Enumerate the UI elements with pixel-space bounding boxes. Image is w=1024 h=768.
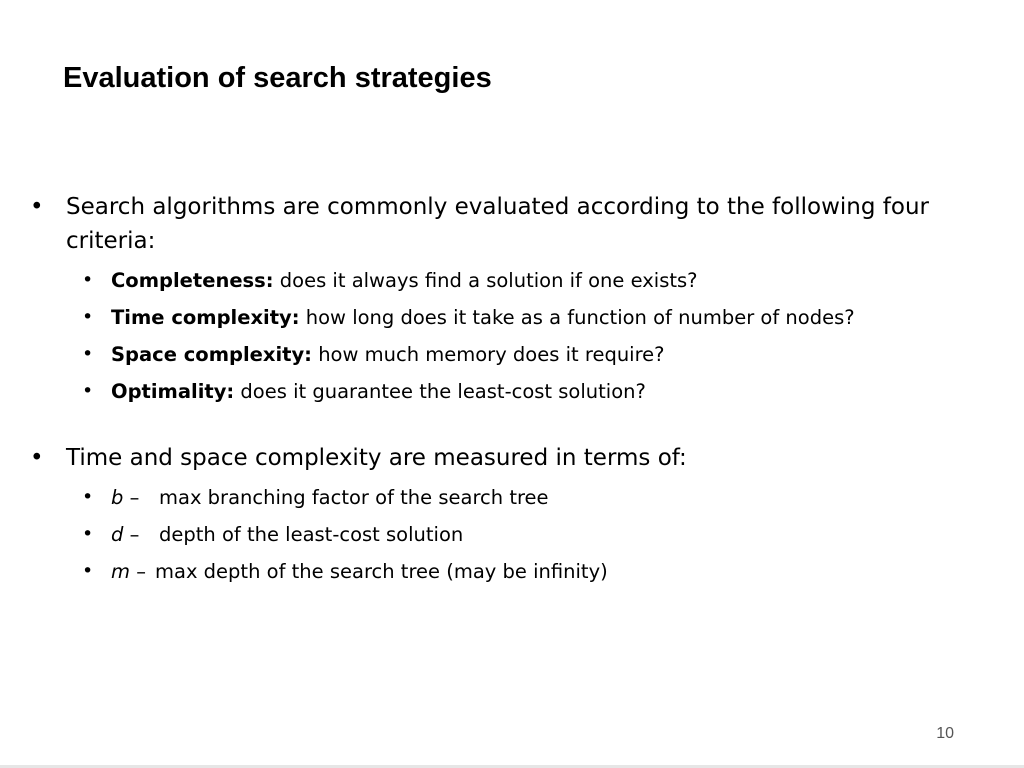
- bullet-icon: •: [30, 445, 44, 471]
- variable-symbol: d: [111, 523, 124, 546]
- criterion-term: Time complexity:: [111, 306, 300, 329]
- criterion-term: Optimality:: [111, 380, 235, 403]
- bullet-text: Search algorithms are commonly evaluated according to the following four criteria:: [66, 194, 929, 254]
- bullet-complexity-terms: [30, 441, 966, 475]
- bullet-icon: •: [82, 486, 94, 508]
- bullet-icon: •: [30, 194, 44, 220]
- variable-description: max branching factor of the search tree: [159, 486, 549, 509]
- criterion-text: how much memory does it require?: [318, 343, 665, 366]
- dash: –: [136, 560, 146, 583]
- sub-bullet-m: [30, 553, 990, 590]
- bullet-text: Time and space complexity are measured in terms of:: [66, 445, 687, 471]
- criterion-text: how long does it take as a function of number of nodes?: [305, 306, 855, 329]
- slide-title: Evaluation of search strategies: [63, 62, 492, 94]
- sub-bullet-space-complexity: [30, 336, 990, 373]
- sub-bullet-b: [30, 479, 990, 516]
- criterion-text: does it guarantee the least-cost solution?: [240, 380, 646, 403]
- variable-description: depth of the least-cost solution: [159, 523, 464, 546]
- dash: –: [129, 486, 140, 509]
- bullet-icon: •: [82, 269, 94, 291]
- criterion-term: Space complexity:: [111, 343, 312, 366]
- bullet-icon: •: [82, 306, 94, 328]
- sub-bullet-time-complexity: [30, 299, 990, 336]
- dash: –: [129, 523, 140, 546]
- sub-bullet-d: [30, 516, 990, 553]
- variable-description: max depth of the search tree (may be infinity): [155, 560, 608, 583]
- sub-bullet-optimality: [30, 373, 990, 410]
- bullet-evaluation-criteria: [30, 190, 966, 258]
- bullet-icon: •: [82, 343, 94, 365]
- criterion-term: Completeness:: [111, 269, 274, 292]
- variable-symbol: b: [111, 486, 124, 509]
- slide-content: [30, 190, 990, 590]
- bullet-icon: •: [82, 523, 94, 545]
- bullet-icon: •: [82, 380, 94, 402]
- page-number: 10: [936, 725, 954, 742]
- bullet-spacer: [30, 410, 990, 441]
- sub-bullet-completeness: [30, 262, 990, 299]
- criterion-text: does it always find a solution if one exists?: [279, 269, 698, 292]
- bullet-icon: •: [82, 560, 94, 582]
- variable-symbol: m: [111, 560, 130, 583]
